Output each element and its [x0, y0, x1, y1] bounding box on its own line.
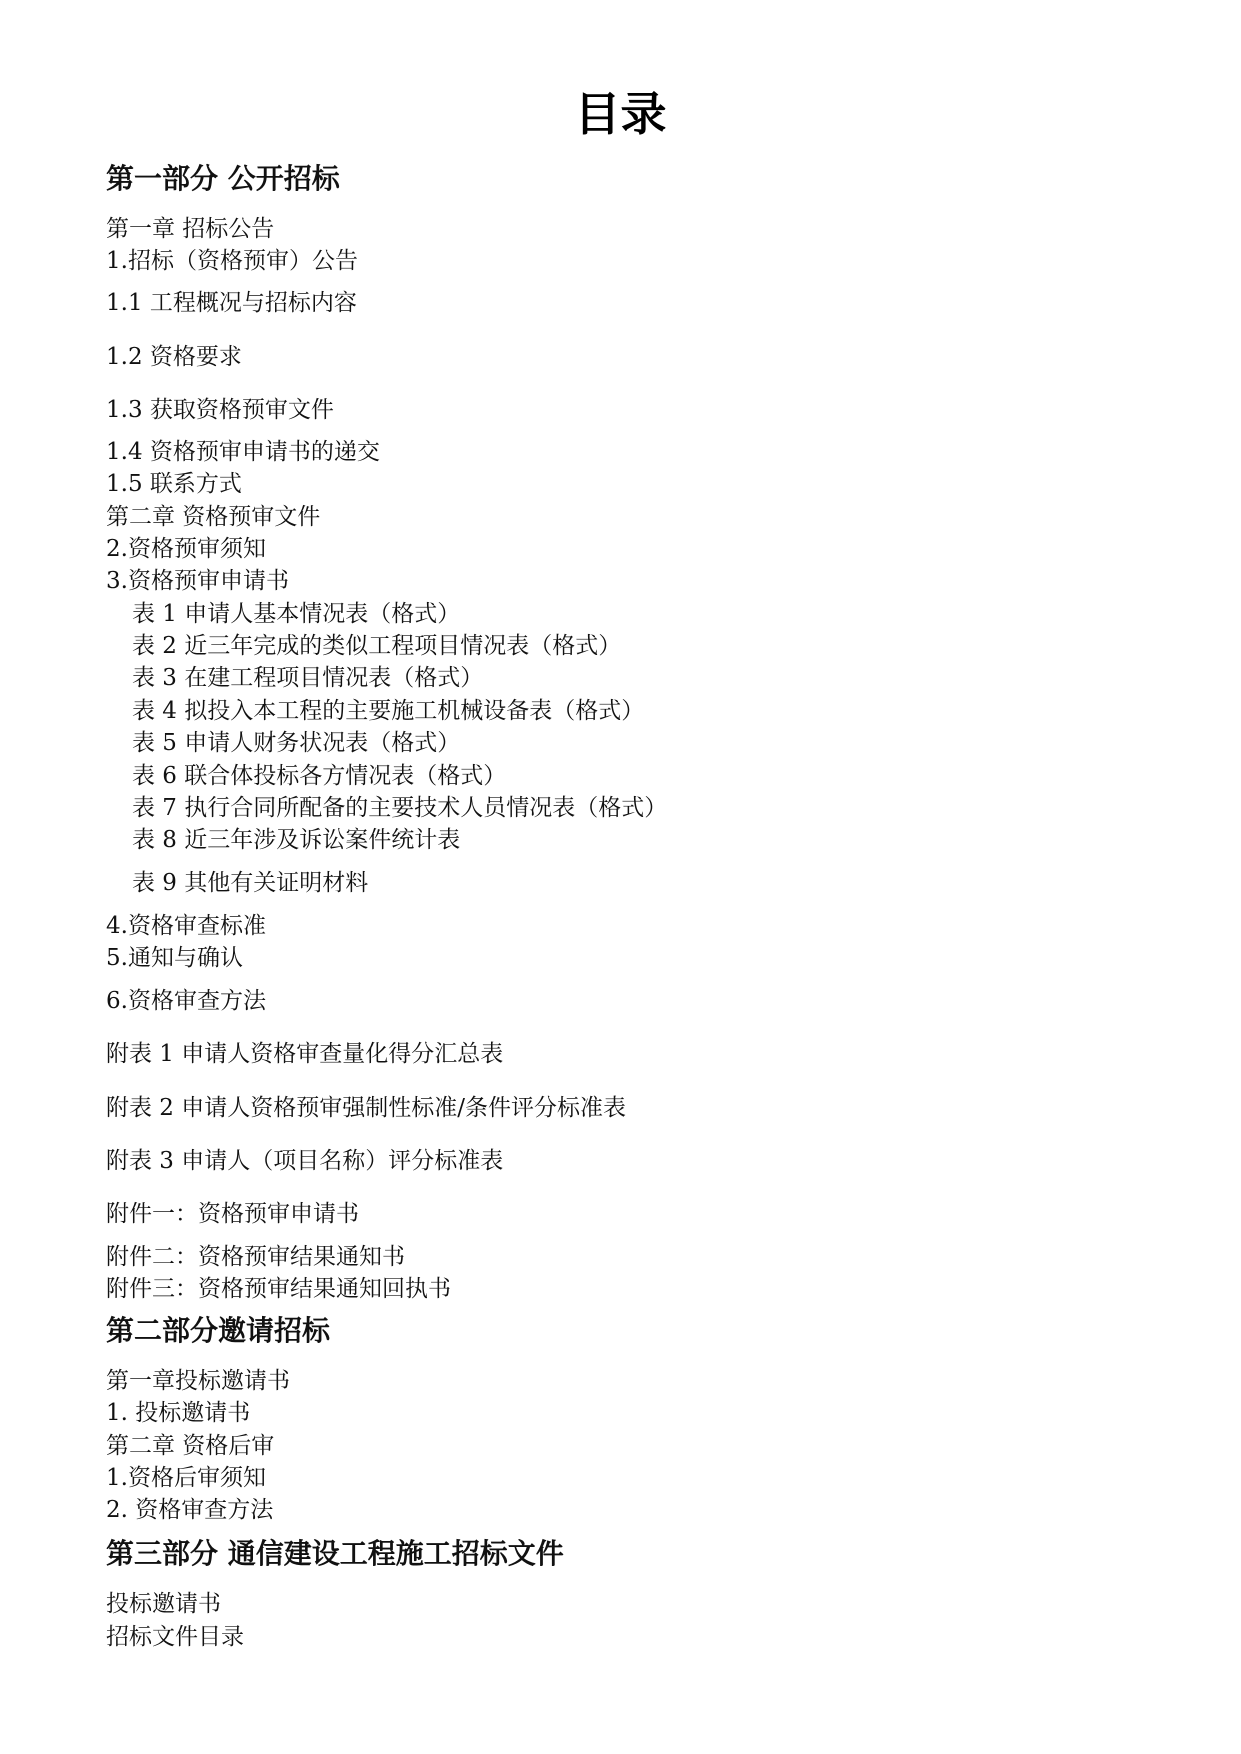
part-heading: 第一部分 公开招标 [106, 162, 340, 195]
toc-entry: 4.资格审查标准 [106, 913, 266, 939]
chapter-heading: 第二章 资格后审 [106, 1433, 275, 1459]
toc-subentry: 表 1 申请人基本情况表（格式） [132, 601, 461, 627]
toc-entry: 1.3 获取资格预审文件 [106, 397, 334, 423]
toc-entry: 6.资格审查方法 [106, 988, 266, 1014]
toc-entry: 1.5 联系方式 [106, 471, 242, 497]
toc-subentry: 表 8 近三年涉及诉讼案件统计表 [132, 827, 461, 853]
toc-entry: 附件三：资格预审结果通知回执书 [106, 1276, 451, 1302]
toc-entry: 3.资格预审申请书 [106, 568, 289, 594]
chapter-heading: 第一章投标邀请书 [106, 1368, 290, 1394]
toc-entry: 1.招标（资格预审）公告 [106, 248, 358, 274]
toc-entry: 附件一：资格预审申请书 [106, 1201, 359, 1227]
toc-subentry: 表 4 拟投入本工程的主要施工机械设备表（格式） [132, 698, 645, 724]
page-title: 目录 [574, 87, 667, 141]
part-heading: 第二部分邀请招标 [106, 1314, 331, 1347]
toc-entry: 附表 2 申请人资格预审强制性标准/条件评分标准表 [106, 1095, 627, 1121]
toc-subentry: 表 6 联合体投标各方情况表（格式） [132, 763, 507, 789]
toc-entry: 1.2 资格要求 [106, 344, 242, 370]
toc-entry: 1.4 资格预审申请书的递交 [106, 439, 380, 465]
toc-subentry: 表 5 申请人财务状况表（格式） [132, 730, 461, 756]
toc-entry: 2. 资格审查方法 [106, 1497, 274, 1523]
toc-entry: 1. 投标邀请书 [106, 1400, 251, 1426]
toc-entry: 2.资格预审须知 [106, 536, 266, 562]
chapter-heading: 第二章 资格预审文件 [106, 504, 321, 530]
toc-entry: 招标文件目录 [106, 1624, 244, 1650]
toc-entry: 附件二：资格预审结果通知书 [106, 1244, 405, 1270]
toc-entry: 投标邀请书 [106, 1591, 221, 1617]
chapter-heading: 第一章 招标公告 [106, 216, 275, 242]
toc-entry: 1.资格后审须知 [106, 1465, 266, 1491]
toc-subentry: 表 2 近三年完成的类似工程项目情况表（格式） [132, 633, 622, 659]
toc-entry: 5.通知与确认 [106, 945, 243, 971]
part-heading: 第三部分 通信建设工程施工招标文件 [106, 1537, 564, 1570]
toc-subentry: 表 3 在建工程项目情况表（格式） [132, 665, 484, 691]
toc-subentry: 表 7 执行合同所配备的主要技术人员情况表（格式） [132, 795, 668, 821]
toc-entry: 1.1 工程概况与招标内容 [106, 290, 357, 316]
toc-subentry: 表 9 其他有关证明材料 [132, 870, 369, 896]
toc-entry: 附表 3 申请人（项目名称）评分标准表 [106, 1148, 504, 1174]
toc-entry: 附表 1 申请人资格审查量化得分汇总表 [106, 1041, 504, 1067]
